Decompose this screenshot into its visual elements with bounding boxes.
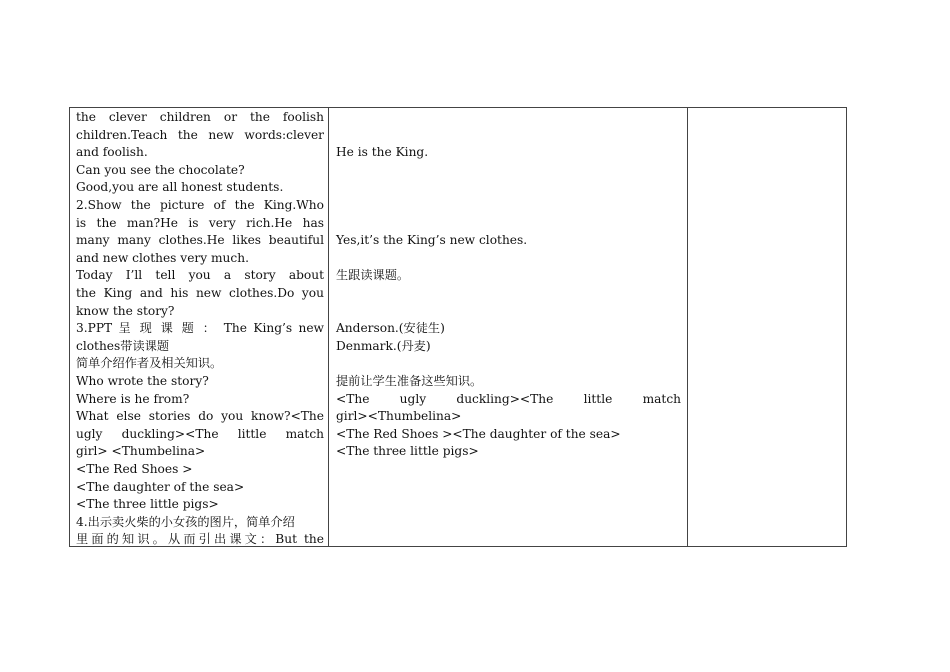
student-line: <The three little pigs> [336,444,479,459]
teacher-line: What else stories do you know?<The [76,409,324,424]
student-line: <The Red Shoes ><The daughter of the sea> [336,426,621,441]
teacher-line: know the story? [76,303,175,318]
student-line: <The ugly duckling><The little match [336,391,681,406]
teacher-line: Where is he from? [76,391,190,406]
teacher-line: many many clothes.He likes beautiful [76,233,324,248]
teacher-line: ugly duckling><The little match [76,426,324,441]
student-line: Yes,it’s the King’s new clothes. [336,233,528,248]
teacher-line: and new clothes very much. [76,250,249,265]
student-line: Denmark.(丹麦) [336,338,431,353]
teacher-line: is the man?He is very rich.He has [76,215,324,230]
teacher-line: and foolish. [76,145,148,160]
teacher-line: girl> <Thumbelina> [76,444,206,459]
lesson-table [69,107,847,547]
teacher-line: Good,you are all honest students. [76,180,284,195]
student-line: He is the King. [336,145,429,160]
student-activity-cell [329,108,688,546]
teacher-line: <The daughter of the sea> [76,479,245,494]
teacher-line: the King and his new clothes.Do you [76,286,324,300]
teacher-line: Today I’ll tell you a story about [76,268,324,283]
teacher-line: <The three little pigs> [76,497,219,512]
teacher-line: 里面的知识。从而引出课文：But the [76,532,324,547]
teacher-line: 简单介绍作者及相关知识。 [76,356,223,371]
teacher-line: Who wrote the story? [76,374,209,388]
teacher-line: clothes带读课题 [76,338,170,353]
student-line: Anderson.(安徒生) [336,321,445,336]
teacher-activity-cell [70,108,329,546]
student-line: 生跟读课题。 [336,268,410,283]
student-line: 提前让学生准备这些知识。 [336,374,483,388]
teacher-line: the clever children or the foolish [76,110,324,124]
teacher-line: 3.PPT 呈 现 课 题 ： The King’s new [76,321,324,336]
teacher-line: 4.出示卖火柴的小女孩的图片，简单介绍 [76,514,295,529]
student-line: girl><Thumbelina> [336,409,462,424]
teacher-line: <The Red Shoes > [76,462,193,476]
teacher-line: Can you see the chocolate? [76,162,245,177]
teacher-line: children.Teach the new words:clever [76,127,324,142]
teacher-line: 2.Show the picture of the King.Who [76,198,324,212]
notes-cell [688,108,846,546]
